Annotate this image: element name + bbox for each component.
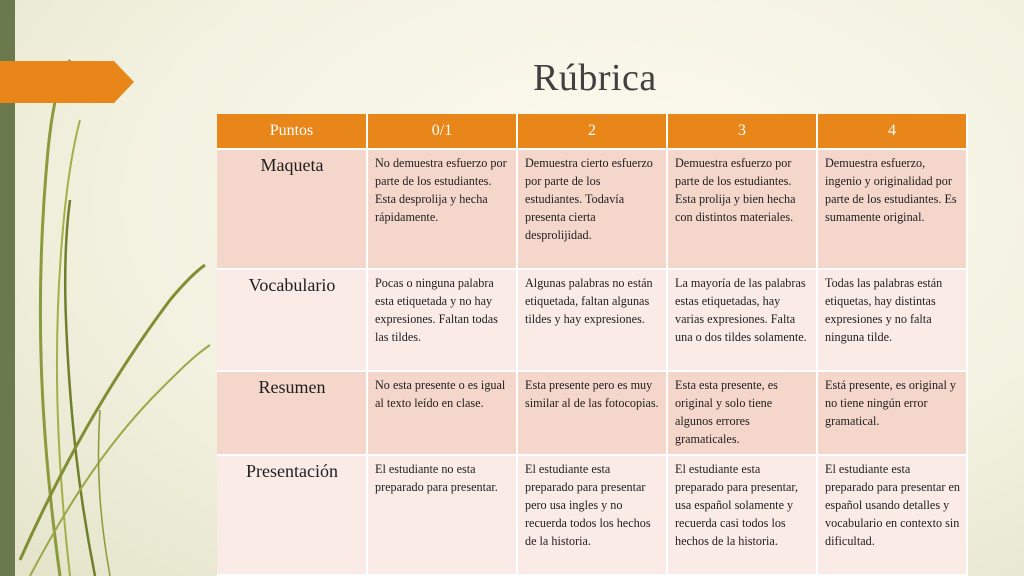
table-cell: Esta esta presente, es original y solo tiene algunos errores gramaticales. <box>667 371 817 455</box>
table-row <box>217 149 967 269</box>
orange-arrow-marker <box>0 61 134 103</box>
table-row <box>217 455 967 575</box>
table-cell: El estudiante esta preparado para presentar pero usa ingles y no recuerda todos los hechos de la historia. <box>517 455 667 575</box>
header-cell-score-2: 2 <box>517 114 667 149</box>
table-row <box>217 269 967 371</box>
header-cell-puntos: Puntos <box>217 114 367 149</box>
row-criterion: Vocabulario <box>217 269 367 371</box>
row-criterion: Presentación <box>217 455 367 575</box>
table-cell: Está presente, es original y no tiene ningún error gramatical. <box>817 371 967 455</box>
table-cell: Pocas o ninguna palabra esta etiquetada y no hay expresiones. Faltan todas las tildes. <box>367 269 517 371</box>
header-cell-score-3: 3 <box>667 114 817 149</box>
table-cell: Demuestra cierto esfuerzo por parte de los estudiantes. Todavía presenta cierta desprolijidad. <box>517 149 667 269</box>
header-row <box>217 114 967 149</box>
table-cell: Esta presente pero es muy similar al de las fotocopias. <box>517 371 667 455</box>
table-row <box>217 371 967 455</box>
table-cell: La mayoría de las palabras estas etiquetadas, hay varias expresiones. Falta una o dos tildes solamente. <box>667 269 817 371</box>
table-cell: El estudiante esta preparado para presentar, usa español solamente y recuerda casi todos los hechos de la historia. <box>667 455 817 575</box>
table-cell: No esta presente o es igual al texto leído en clase. <box>367 371 517 455</box>
rubric-table <box>217 114 968 576</box>
table-cell: Demuestra esfuerzo, ingenio y originalidad por parte de los estudiantes. Es sumamente original. <box>817 149 967 269</box>
table-cell: El estudiante no esta preparado para presentar. <box>367 455 517 575</box>
row-criterion: Resumen <box>217 371 367 455</box>
row-criterion: Maqueta <box>217 149 367 269</box>
header-cell-score-0-1: 0/1 <box>367 114 517 149</box>
table-cell: El estudiante esta preparado para presentar en español usando detalles y vocabulario en contexto sin dificultad. <box>817 455 967 575</box>
table-cell: No demuestra esfuerzo por parte de los estudiantes. Esta desprolija y hecha rápidamente. <box>367 149 517 269</box>
header-cell-score-4: 4 <box>817 114 967 149</box>
slide-title: Rúbrica <box>533 57 657 99</box>
table-cell: Demuestra esfuerzo por parte de los estudiantes. Esta prolija y bien hecha con distintos materiales. <box>667 149 817 269</box>
table-cell: Todas las palabras están etiquetas, hay distintas expresiones y no falta ninguna tilde. <box>817 269 967 371</box>
table-cell: Algunas palabras no están etiquetada, faltan algunas tildes y hay expresiones. <box>517 269 667 371</box>
